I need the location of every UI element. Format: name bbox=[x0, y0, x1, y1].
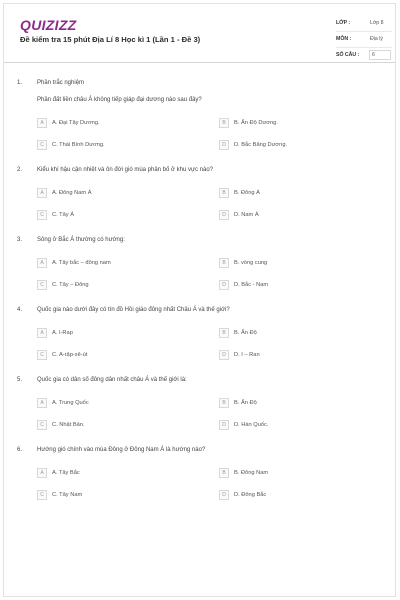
question-subtext: Phần đất liền châu Á không tiếp giáp đại dương nào sau đây? bbox=[37, 97, 202, 103]
option-letter-box: A bbox=[37, 398, 47, 408]
option-label: A. Tây bắc – đông nam bbox=[52, 260, 111, 266]
option-letter-box: A bbox=[37, 118, 47, 128]
option-label: C. Tây Á bbox=[52, 212, 75, 218]
option-letter-box: C bbox=[37, 210, 47, 220]
option-label: B. Ấn Độ bbox=[234, 400, 257, 406]
option-label: A. Đông Nam Á bbox=[52, 190, 92, 196]
option-label: C. Tây – Đông bbox=[52, 282, 89, 288]
option-label: A. Tây Bắc bbox=[52, 470, 80, 476]
option-label: D. Bắc Băng Dương. bbox=[234, 142, 288, 148]
meta-class bbox=[336, 16, 392, 32]
meta-class-key: LỚP : bbox=[336, 20, 351, 26]
header-divider bbox=[4, 62, 395, 63]
option-label: D. I – Ran bbox=[234, 352, 260, 358]
option-letter-box: A bbox=[37, 258, 47, 268]
question-number: 3. bbox=[17, 237, 23, 243]
option-label: C. Thái Bình Dương. bbox=[52, 142, 105, 148]
option-letter-box: D bbox=[219, 350, 229, 360]
option-letter-box: D bbox=[219, 140, 229, 150]
option-letter-box: A bbox=[37, 188, 47, 198]
question-text: Kiểu khí hậu cận nhiệt và ôn đới gió mùa phân bố ở khu vực nào? bbox=[37, 167, 214, 173]
question-number: 5. bbox=[17, 377, 23, 383]
option-letter-box: D bbox=[219, 280, 229, 290]
question-text: Hướng gió chính vào mùa Đông ở Đông Nam Á là hướng nào? bbox=[37, 447, 206, 453]
option-label: C. Nhật Bản. bbox=[52, 422, 85, 428]
option-label: B. Ấn Độ Dương. bbox=[234, 120, 278, 126]
meta-count bbox=[336, 48, 392, 63]
option-label: D. Đông Bắc bbox=[234, 492, 267, 498]
option-letter-box: C bbox=[37, 350, 47, 360]
option-label: D. Hàn Quốc. bbox=[234, 422, 269, 428]
option-label: D. Nam Á bbox=[234, 212, 259, 218]
meta-count-key: SỐ CÂU : bbox=[336, 52, 360, 58]
option-label: D. Bắc - Nam bbox=[234, 282, 269, 288]
meta-subject-key: MÔN : bbox=[336, 36, 352, 42]
option-label: B. Đông Nam bbox=[234, 470, 269, 476]
question-number: 4. bbox=[17, 307, 23, 313]
option-label: A. Trung Quốc bbox=[52, 400, 89, 406]
option-letter-box: D bbox=[219, 490, 229, 500]
option-letter-box: B bbox=[219, 468, 229, 478]
worksheet-meta bbox=[336, 16, 392, 63]
question-text: Phần trắc nghiệm bbox=[37, 80, 85, 86]
question-number: 2. bbox=[17, 167, 23, 173]
option-letter-box: A bbox=[37, 328, 47, 338]
option-letter-box: A bbox=[37, 468, 47, 478]
option-label: A. Đại Tây Dương. bbox=[52, 120, 100, 126]
option-letter-box: D bbox=[219, 420, 229, 430]
question-number: 1. bbox=[17, 80, 23, 86]
option-label: C. A-rập-xê-út bbox=[52, 352, 88, 358]
worksheet-title: Đề kiểm tra 15 phút Địa Lí 8 Học kì 1 (Lần 1 - Đề 3) bbox=[20, 35, 201, 44]
option-letter-box: C bbox=[37, 490, 47, 500]
option-letter-box: C bbox=[37, 280, 47, 290]
meta-subject bbox=[336, 32, 392, 48]
option-label: C. Tây Nam bbox=[52, 492, 83, 498]
option-label: A. I-Rap bbox=[52, 330, 73, 336]
option-label: B. Ấn Độ bbox=[234, 330, 257, 336]
question-number: 6. bbox=[17, 447, 23, 453]
option-letter-box: B bbox=[219, 118, 229, 128]
option-label: B. vòng cung bbox=[234, 260, 268, 266]
quizizz-logo: QUIZIZZ bbox=[20, 17, 77, 33]
option-letter-box: D bbox=[219, 210, 229, 220]
option-letter-box: B bbox=[219, 188, 229, 198]
question-text: Quốc gia nào dưới đây có tín đồ Hồi giáo đông nhất Châu Á và thế giới? bbox=[37, 307, 230, 313]
meta-count-value: 6 bbox=[369, 50, 391, 60]
meta-class-value: Lớp 8 bbox=[370, 20, 384, 26]
option-letter-box: C bbox=[37, 420, 47, 430]
option-letter-box: C bbox=[37, 140, 47, 150]
option-label: B. Đông Á bbox=[234, 190, 260, 196]
worksheet-page bbox=[3, 3, 396, 597]
option-letter-box: B bbox=[219, 258, 229, 268]
option-letter-box: B bbox=[219, 398, 229, 408]
question-text: Quốc gia có dân số đông dân nhất châu Á và thế giới là: bbox=[37, 377, 187, 383]
question-text: Sông ở Bắc Á thường có hướng: bbox=[37, 237, 125, 243]
option-letter-box: B bbox=[219, 328, 229, 338]
meta-subject-value: Địa lý bbox=[370, 36, 383, 42]
